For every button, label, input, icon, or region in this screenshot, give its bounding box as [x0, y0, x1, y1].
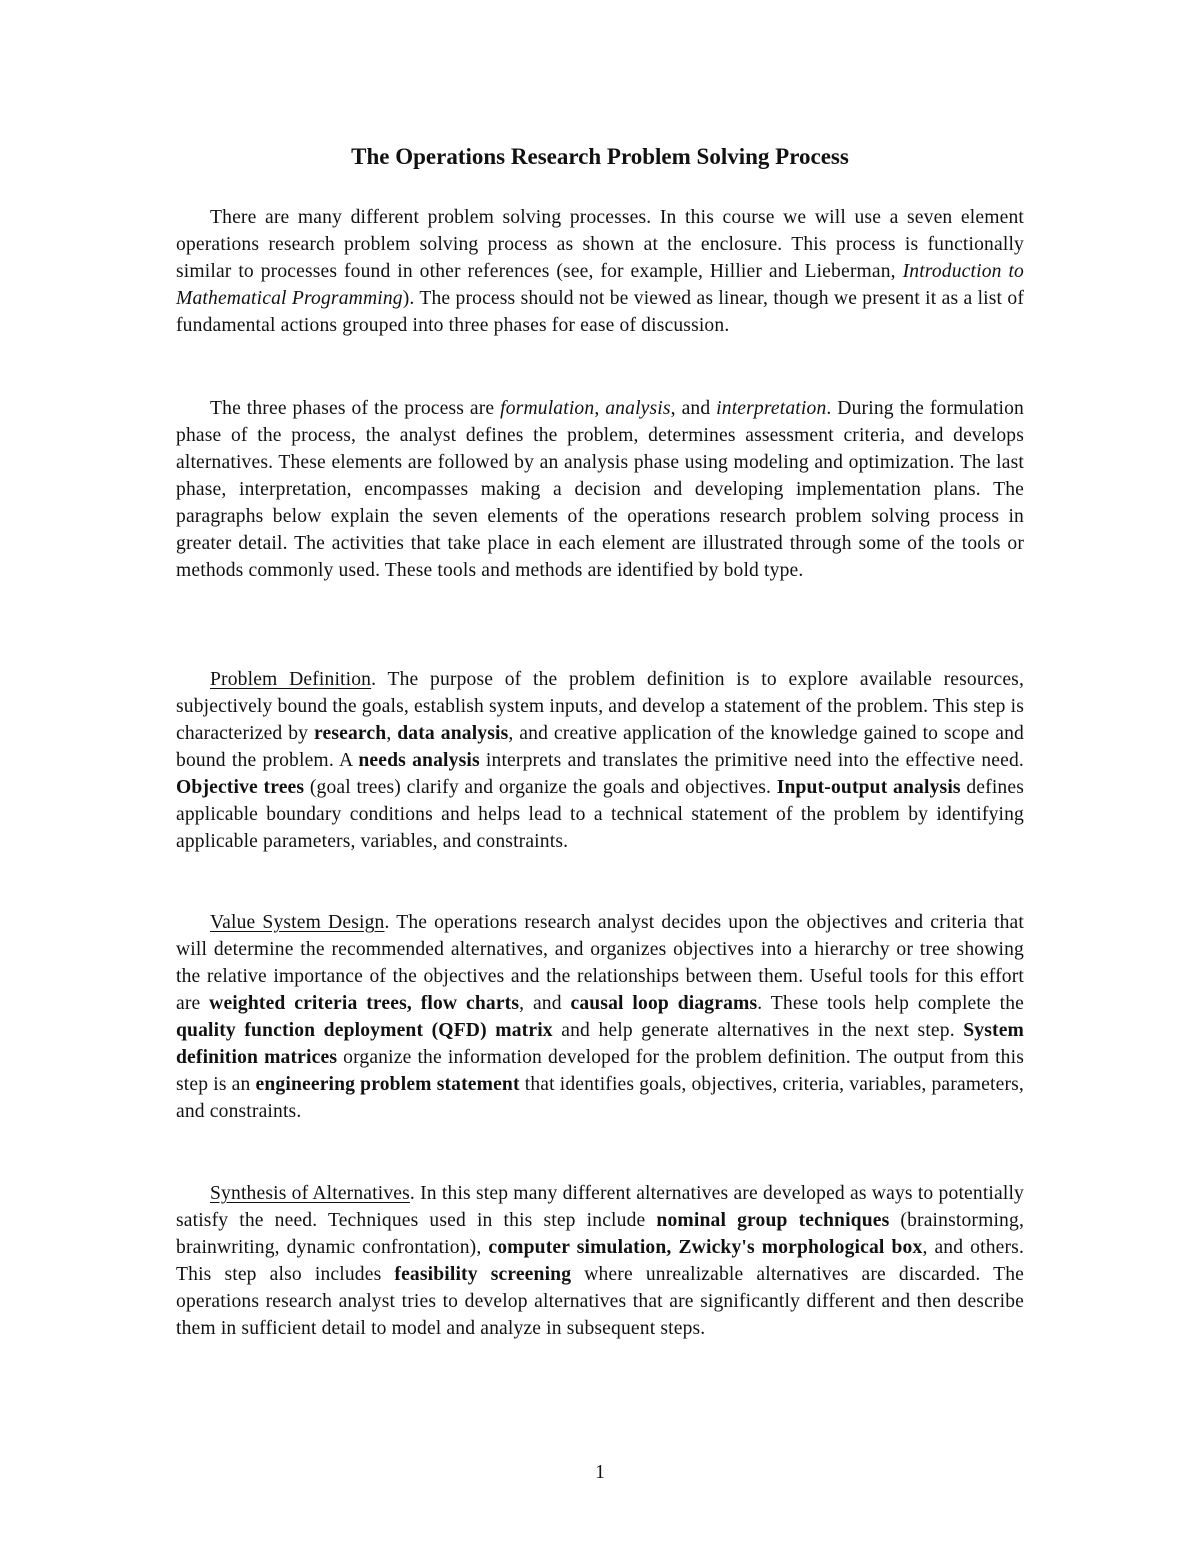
value-system-design-paragraph — [176, 909, 1024, 1125]
p2-text-2: , — [594, 398, 606, 419]
p3-text-6: defines applicable boundary conditions and helps lead to a technical statement of the problem by identifying applicable parameters, variables, and constraints. — [176, 777, 1024, 852]
p3-text-5: (goal trees) clarify and organize the goals and objectives. — [304, 777, 777, 798]
phase-analysis: analysis — [605, 398, 671, 419]
page-number: 1 — [595, 1462, 605, 1483]
term-zwickys-morphological-box: Zwicky's morphological box — [678, 1237, 923, 1258]
p3-text-2: , — [386, 723, 398, 744]
p1-text-2: ). The process should not be viewed as linear, though we present it as a list of fundamental actions grouped into three phases for ease of discussion. — [176, 288, 1024, 336]
term-system-definition-matrices: System definition matrices — [176, 1020, 1025, 1068]
term-flow-charts: flow charts — [420, 993, 520, 1014]
p4-text-5: and help generate alternatives in the next step. — [552, 1020, 964, 1041]
page-title: The Operations Research Problem Solving Process — [351, 144, 849, 169]
term-feasibility-screening: feasibility screening — [394, 1264, 572, 1285]
p4-text-1: . The operations research analyst decides upon the objectives and criteria that will determine the recommended alternatives, and organizes objectives into a hierarchy or tree showing the relative importance of the objectives and the relationships between them. Useful tools for this effort are — [176, 912, 1025, 1014]
p4-text-6: organize the information developed for the problem definition. The output from this step is an — [176, 1047, 1024, 1095]
p4-text-7: that identifies goals, objectives, criteria, variables, parameters, and constraints. — [176, 1074, 1024, 1122]
p4-text-3: , and — [519, 993, 571, 1014]
book-title: Introduction to Mathematical Programming — [176, 261, 1024, 309]
p3-text-4: interprets and translates the primitive need into the effective need. — [479, 750, 1024, 771]
p4-text-2 — [412, 993, 421, 1014]
term-engineering-problem-statement: engineering problem statement — [255, 1074, 520, 1095]
p2-text-4: . During the formulation phase of the process, the analyst defines the problem, determines assessment criteria, and develops alternatives. These elements are followed by an analysis phase using modeling and optimization. The last phase, interpretation, encompasses making a decision and developing implementation plans. The paragraphs below explain the seven elements of the operations research problem solving process in greater detail. The activities that take place in each element are illustrated through some of the tools or methods commonly used. These tools and methods are identified by bold type. — [176, 398, 1024, 581]
term-causal-loop-diagrams: causal loop diagrams — [570, 993, 758, 1014]
synthesis-of-alternatives-paragraph — [176, 1180, 1024, 1342]
p5-text-1: . In this step many different alternatives are developed as ways to potentially satisfy the need. Techniques used in this step include — [176, 1183, 1024, 1231]
document-page — [176, 0, 1024, 1553]
synthesis-of-alternatives-heading: Synthesis of Alternatives — [210, 1183, 410, 1204]
p2-text-3: , and — [670, 398, 717, 419]
p1-text-1: There are many different problem solving processes. In this course we will use a seven element operations research problem solving process as shown at the enclosure. This process is functionally similar to processes found in other references (see, for example, Hillier and Lieberman, — [176, 207, 1024, 282]
term-qfd-matrix: quality function deployment (QFD) matrix — [176, 1020, 553, 1041]
problem-definition-heading: Problem Definition — [210, 669, 372, 690]
p3-text-1: . The purpose of the problem definition is to explore available resources, subjectively bound the goals, establish system inputs, and develop a statement of the problem. This step is characterized by — [176, 669, 1024, 744]
intro-paragraph — [176, 204, 1024, 339]
problem-definition-paragraph — [176, 666, 1024, 855]
value-system-design-heading: Value System Design — [210, 912, 385, 933]
p5-text-2: (brainstorming, brainwriting, dynamic confrontation), — [176, 1210, 1025, 1258]
term-nominal-group-techniques: nominal group techniques — [656, 1210, 890, 1231]
term-computer-simulation: computer simulation, — [488, 1237, 672, 1258]
phase-formulation: formulation — [500, 398, 595, 419]
p5-text-5: where unrealizable alternatives are discarded. The operations research analyst tries to develop alternatives that are significantly different and then describe them in sufficient detail to model and analyze in subsequent steps. — [176, 1264, 1024, 1339]
term-research: research — [314, 723, 387, 744]
phase-interpretation: interpretation — [716, 398, 827, 419]
term-weighted-criteria-trees: weighted criteria trees, — [209, 993, 412, 1014]
phases-paragraph — [176, 395, 1024, 584]
p5-text-4: , and others. This step also includes — [176, 1237, 1024, 1285]
term-input-output-analysis: Input-output analysis — [776, 777, 961, 798]
p3-text-3: , and creative application of the knowledge gained to scope and bound the problem. A — [176, 723, 1024, 771]
p4-text-4: . These tools help complete the — [757, 993, 1025, 1014]
p2-text-1: The three phases of the process are — [210, 398, 501, 419]
term-data-analysis: data analysis — [397, 723, 509, 744]
term-needs-analysis: needs analysis — [358, 750, 480, 771]
term-objective-trees: Objective trees — [176, 777, 305, 798]
